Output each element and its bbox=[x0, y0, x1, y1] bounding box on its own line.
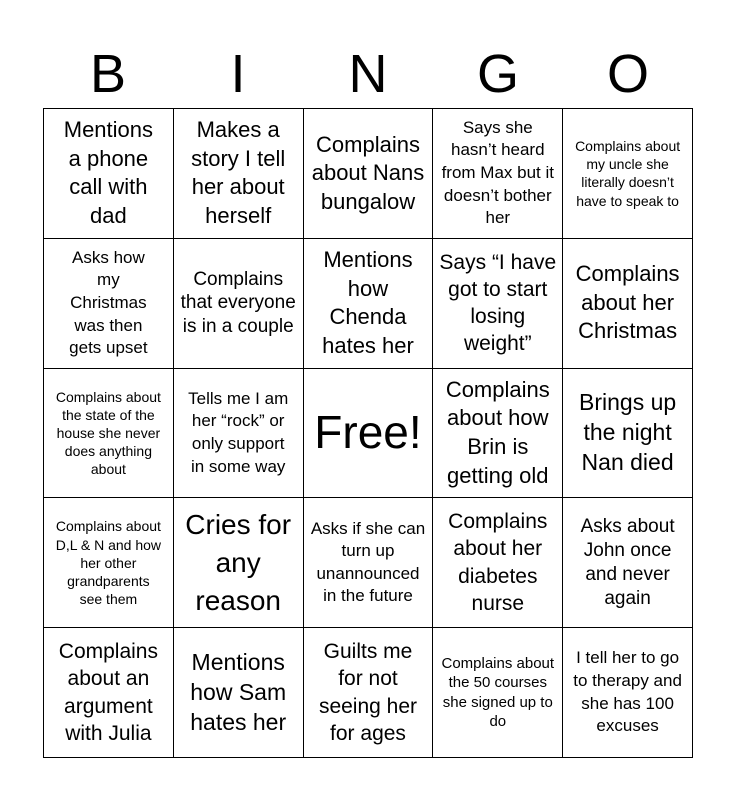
cell-text: Tells me I am her “rock” or only support in some way bbox=[188, 388, 289, 476]
bingo-cell[interactable] bbox=[44, 239, 174, 369]
bingo-cell[interactable] bbox=[174, 369, 304, 499]
bingo-cell[interactable] bbox=[304, 109, 434, 239]
cell-text: I tell her to go to therapy and she has 100 excuses bbox=[573, 648, 682, 736]
bingo-cell[interactable] bbox=[433, 109, 563, 239]
cell-text: Says “I have got to start losing weight” bbox=[439, 250, 557, 356]
cell-text: Complains about my uncle she literally doesn’t have to speak to bbox=[575, 138, 681, 209]
free-space-cell[interactable] bbox=[304, 369, 434, 499]
cell-text: Complains about her Christmas bbox=[575, 261, 680, 344]
cell-text: Complains about how Brin is getting old bbox=[445, 376, 550, 488]
bingo-cell[interactable] bbox=[304, 498, 434, 628]
bingo-cell[interactable] bbox=[44, 369, 174, 499]
bingo-cell[interactable] bbox=[174, 628, 304, 758]
cell-text: Complains that everyone is in a couple bbox=[180, 268, 296, 338]
cell-text: Asks how my Christmas was then gets upset bbox=[69, 247, 148, 358]
cell-text: Complains about an argument with Julia bbox=[58, 640, 158, 745]
bingo-cell[interactable] bbox=[563, 369, 693, 499]
cell-text: Cries for any reason bbox=[185, 509, 292, 616]
bingo-cell[interactable] bbox=[563, 498, 693, 628]
cell-text: Complains about D,L & N and how her other grandparents see them bbox=[55, 518, 162, 608]
cell-text: Complains about Nans bungalow bbox=[311, 131, 425, 214]
bingo-cell[interactable] bbox=[44, 498, 174, 628]
header-letter-b: B bbox=[89, 44, 127, 104]
free-space-text: Free! bbox=[314, 406, 422, 459]
cell-text: Makes a story I tell her about herself bbox=[191, 117, 286, 228]
bingo-cell[interactable] bbox=[174, 239, 304, 369]
bingo-cell[interactable] bbox=[433, 628, 563, 758]
bingo-cell[interactable] bbox=[433, 239, 563, 369]
header-letter-n: N bbox=[348, 44, 388, 104]
bingo-cell[interactable] bbox=[304, 239, 434, 369]
bingo-cell[interactable] bbox=[44, 109, 174, 239]
header-letter-g: G bbox=[476, 44, 519, 104]
bingo-cell[interactable] bbox=[174, 498, 304, 628]
bingo-cell[interactable] bbox=[44, 628, 174, 758]
bingo-cell[interactable] bbox=[174, 109, 304, 239]
cell-text: Asks about John once and never again bbox=[580, 516, 675, 609]
bingo-card-grid bbox=[43, 108, 693, 758]
cell-text: Mentions a phone call with dad bbox=[63, 117, 154, 228]
cell-text: Complains about the 50 courses she signed up to do bbox=[441, 654, 555, 731]
cell-text: Asks if she can turn up unannounced in the future bbox=[310, 518, 426, 606]
header-letter-i: I bbox=[230, 44, 246, 104]
bingo-cell[interactable] bbox=[433, 498, 563, 628]
bingo-cell[interactable] bbox=[563, 628, 693, 758]
cell-text: Brings up the night Nan died bbox=[579, 389, 677, 475]
bingo-cell[interactable] bbox=[563, 109, 693, 239]
cell-text: Complains about her diabetes nurse bbox=[448, 510, 548, 616]
cell-text: Says she hasn’t heard from Max but it doesn’t bother her bbox=[441, 117, 554, 228]
bingo-header bbox=[43, 40, 693, 108]
bingo-cell[interactable] bbox=[563, 239, 693, 369]
cell-text: Mentions how Sam hates her bbox=[190, 648, 287, 735]
cell-text: Mentions how Chenda hates her bbox=[322, 247, 414, 358]
cell-text: Guilts me for not seeing her for ages bbox=[318, 640, 418, 745]
bingo-cell[interactable] bbox=[433, 369, 563, 499]
bingo-cell[interactable] bbox=[304, 628, 434, 758]
cell-text: Complains about the state of the house she never does anything about bbox=[55, 388, 161, 478]
header-letter-o: O bbox=[606, 44, 649, 104]
